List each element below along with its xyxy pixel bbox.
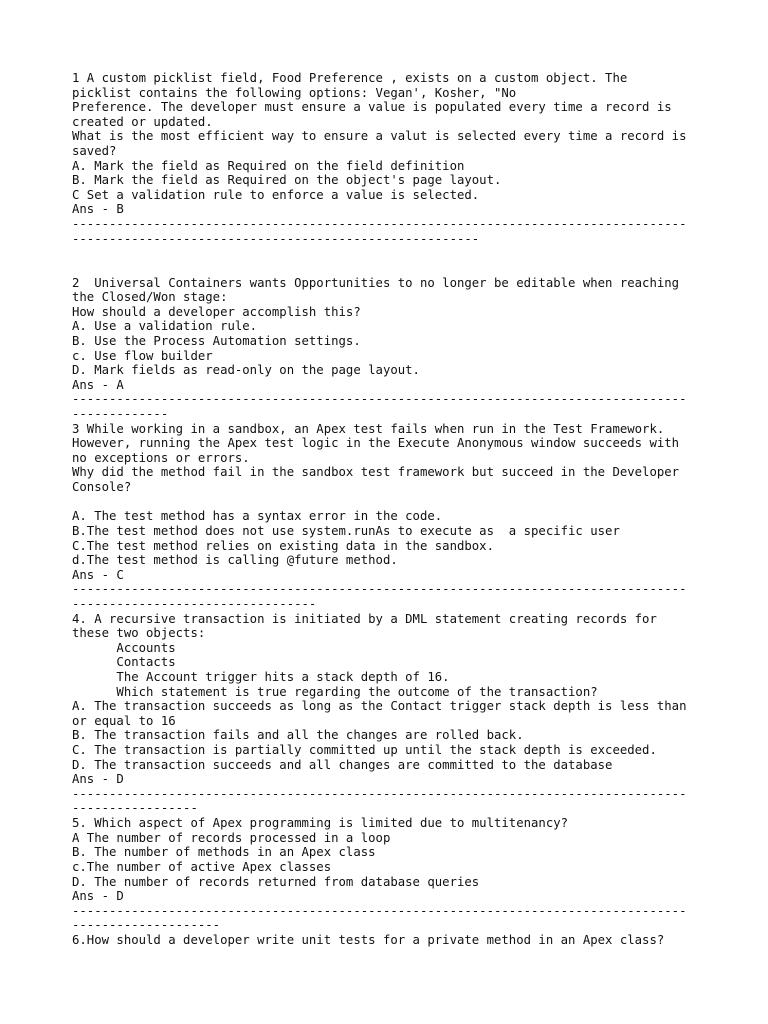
document-line (72, 246, 702, 261)
document-line: Ans - D (72, 772, 124, 787)
document-line: D. Mark fields as read-only on the page layout. (72, 363, 420, 378)
document-line: Contacts (72, 655, 176, 670)
document-line: D. The transaction succeeds and all changes are committed to the database (72, 757, 613, 772)
document-line: Which statement is true regarding the outcome of the transaction? (72, 684, 598, 699)
document-line: 4. A recursive transaction is initiated by a DML statement creating records for (72, 611, 657, 626)
document-line: A. Mark the field as Required on the field definition (72, 158, 465, 173)
document-page (72, 71, 702, 948)
document-line: C Set a validation rule to enforce a value is selected. (72, 187, 480, 202)
document-line: A The number of records processed in a loop (72, 830, 391, 845)
document-line: 5. Which aspect of Apex programming is limited due to multitenancy? (72, 816, 569, 831)
document-line: B. Mark the field as Required on the object's page layout. (72, 173, 502, 188)
document-line: Console? (72, 480, 132, 495)
document-line: 6.How should a developer write unit tests for a private method in an Apex class? (72, 932, 665, 947)
document-line: ----------------------------------------------------------------------------------- (72, 217, 687, 232)
document-line: these two objects: (72, 626, 206, 641)
document-line: Ans - C (72, 567, 124, 582)
document-line: or equal to 16 (72, 713, 176, 728)
document-line: --------------------------------- (72, 596, 317, 611)
document-line: ------------------------------------------------------- (72, 231, 480, 246)
document-line (72, 495, 702, 510)
document-line: 1 A custom picklist field, Food Preference , exists on a custom object. The (72, 71, 628, 85)
document-line (72, 261, 702, 276)
document-line: D. The number of records returned from database queries (72, 874, 480, 889)
document-line: 3 While working in a sandbox, an Apex test fails when run in the Test Framework. (72, 421, 665, 436)
document-line: d.The test method is calling @future method. (72, 553, 398, 568)
document-line: However, running the Apex test logic in the Execute Anonymous window succeeds with (72, 436, 680, 451)
document-line: B. The number of methods in an Apex class (72, 845, 376, 860)
document-line: Ans - D (72, 889, 124, 904)
document-line: picklist contains the following options: Vegan', Kosher, "No (72, 85, 517, 100)
document-line: A. The test method has a syntax error in the code. (72, 509, 443, 524)
document-line: the Closed/Won stage: (72, 290, 228, 305)
document-line: Ans - B (72, 202, 124, 217)
document-line: C. The transaction is partially committed up until the stack depth is exceeded. (72, 743, 657, 758)
document-line: The Account trigger hits a stack depth of 16. (72, 669, 450, 684)
document-line: 2 Universal Containers wants Opportunities to no longer be editable when reaching (72, 275, 680, 290)
document-line: B.The test method does not use system.runAs to execute as a specific user (72, 523, 620, 538)
document-line: A. The transaction succeeds as long as the Contact trigger stack depth is less than (72, 699, 687, 714)
document-line: ----------------------------------------------------------------------------------- (72, 903, 687, 918)
document-line: C.The test method relies on existing data in the sandbox. (72, 538, 494, 553)
document-line: B. Use the Process Automation settings. (72, 333, 361, 348)
document-line: ----------------------------------------------------------------------------------- (72, 392, 687, 407)
document-line: Why did the method fail in the sandbox test framework but succeed in the Developer (72, 465, 680, 480)
document-line: Ans - A (72, 377, 124, 392)
document-line: c.The number of active Apex classes (72, 859, 332, 874)
document-line: saved? (72, 144, 117, 159)
document-line: B. The transaction fails and all the changes are rolled back. (72, 728, 524, 743)
document-line: How should a developer accomplish this? (72, 304, 361, 319)
document-line: ------------- (72, 407, 169, 422)
document-line: no exceptions or errors. (72, 450, 250, 465)
document-line: Accounts (72, 640, 176, 655)
document-line: ----------------- (72, 801, 198, 816)
document-line: created or updated. (72, 114, 213, 129)
document-line: Preference. The developer must ensure a value is populated every time a record is (72, 100, 672, 115)
document-line: ----------------------------------------------------------------------------------- (72, 786, 687, 801)
document-line: What is the most efficient way to ensure a valut is selected every time a record is (72, 129, 687, 144)
document-line: -------------------- (72, 918, 221, 933)
document-line: ----------------------------------------------------------------------------------- (72, 582, 687, 597)
document-line: c. Use flow builder (72, 348, 213, 363)
document-line: A. Use a validation rule. (72, 319, 258, 334)
